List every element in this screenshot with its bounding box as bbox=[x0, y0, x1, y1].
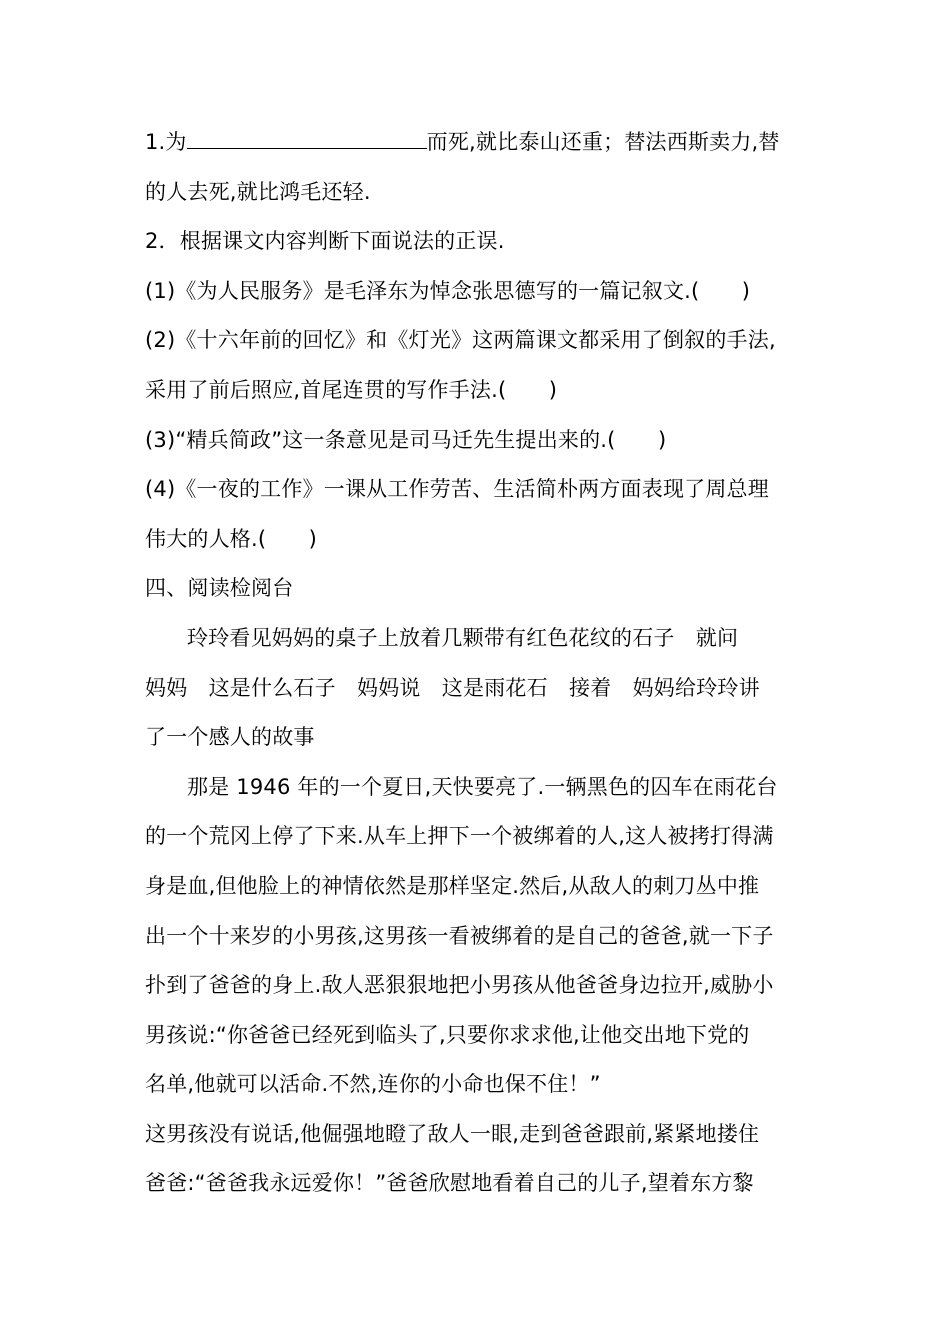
para1-line-1: 玲玲看见妈妈的桌子上放着几颗带有红色花纹的石子 就问 bbox=[187, 625, 739, 650]
para2-line-6: 男孩说:“你爸爸已经死到临头了,只要你求求他,让他交出地下党的 bbox=[145, 1022, 750, 1047]
q2-item-2-cont: 采用了前后照应,首尾连贯的写作手法.( ) bbox=[145, 377, 558, 402]
document-page bbox=[145, 118, 807, 1209]
q2-item-4: (4)《一夜的工作》一课从工作劳苦、生活简朴两方面表现了周总理 bbox=[145, 477, 769, 502]
q2-item-4-cont: 伟大的人格.( ) bbox=[145, 526, 318, 551]
q1-suffix: 而死,就比泰山还重；替法西斯卖力,替 bbox=[426, 130, 780, 154]
q2-title: 2．根据课文内容判断下面说法的正误. bbox=[145, 229, 505, 254]
para2-line-7: 名单,他就可以活命.不然,连你的小命也保不住！” bbox=[145, 1072, 601, 1097]
para1-line-3: 了一个感人的故事 bbox=[145, 725, 315, 750]
q2-item-1: (1)《为人民服务》是毛泽东为悼念张思德写的一篇记叙文.( ) bbox=[145, 278, 751, 303]
para1-line-2: 妈妈 这是什么石子 妈妈说 这是雨花石 接着 妈妈给玲玲讲 bbox=[145, 675, 760, 700]
para2-line-4: 出一个十来岁的小男孩,这男孩一看被绑着的是自己的爸爸,就一下子 bbox=[145, 923, 774, 948]
para3-line-2: 爸爸:“爸爸我永远爱你！”爸爸欣慰地看着自己的儿子,望着东方黎 bbox=[145, 1171, 754, 1196]
para2-line-1: 那是 1946 年的一个夏日,天快要亮了.一辆黑色的囚车在雨花台 bbox=[187, 774, 778, 799]
section4-heading: 四、阅读检阅台 bbox=[145, 576, 294, 601]
q1-line-2: 的人去死,就比鸿毛还轻. bbox=[145, 179, 371, 204]
para2-line-3: 身是血,但他脸上的神情依然是那样坚定.然后,从敌人的刺刀丛中推 bbox=[145, 873, 760, 898]
para2-line-2: 的一个荒冈上停了下来.从车上押下一个被绑着的人,这人被拷打得满 bbox=[145, 824, 774, 849]
q1-prefix: 1.为 bbox=[145, 130, 187, 154]
fill-in-blank[interactable] bbox=[187, 124, 427, 149]
q2-item-3: (3)“精兵简政”这一条意见是司马迁先生提出来的.( ) bbox=[145, 427, 667, 452]
para2-line-5: 扑到了爸爸的身上.敌人恶狠狠地把小男孩从他爸爸身边拉开,威胁小 bbox=[145, 973, 774, 998]
para3-line-1: 这男孩没有说话,他倔强地瞪了敌人一眼,走到爸爸跟前,紧紧地搂住 bbox=[145, 1121, 760, 1146]
q1-line-1 bbox=[145, 118, 807, 168]
q2-item-2: (2)《十六年前的回忆》和《灯光》这两篇课文都采用了倒叙的手法, bbox=[145, 328, 776, 353]
